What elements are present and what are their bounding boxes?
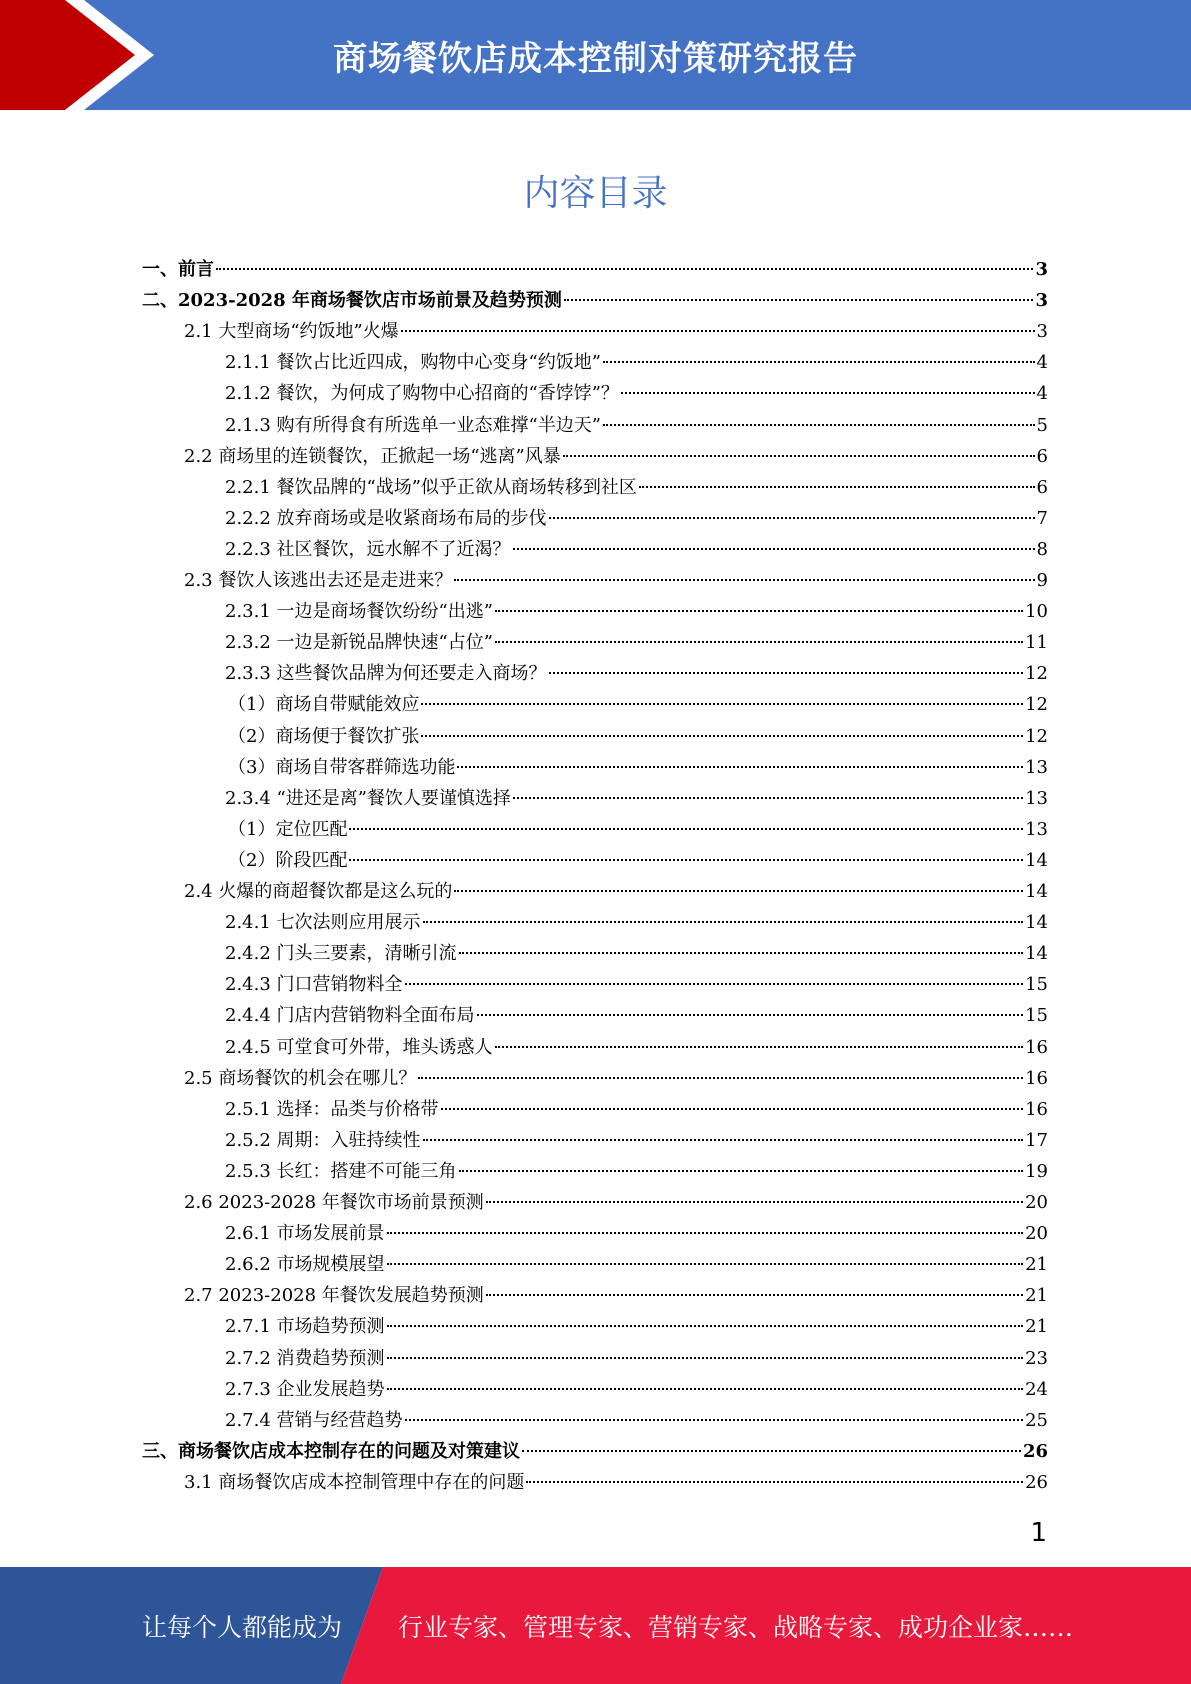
toc-entry-page: 17 — [1025, 1129, 1048, 1151]
toc-entry-page: 24 — [1025, 1378, 1048, 1400]
toc-entry-label: 三、商场餐饮店成本控制存在的问题及对策建议 — [142, 1440, 520, 1462]
toc-dot-leader — [621, 392, 1035, 394]
toc-dot-leader — [522, 1450, 1021, 1452]
toc-dot-leader — [603, 361, 1035, 363]
toc-dot-leader — [418, 1077, 1023, 1079]
toc-entry-page: 25 — [1025, 1409, 1048, 1431]
toc-entry[interactable] — [228, 721, 1048, 752]
toc-entry[interactable] — [228, 814, 1048, 845]
toc-dot-leader — [454, 579, 1034, 581]
toc-entry-label: 一、前言 — [142, 259, 214, 280]
toc-dot-leader — [423, 921, 1024, 923]
toc-dot-leader — [639, 486, 1035, 488]
toc-entry[interactable] — [225, 1374, 1048, 1405]
toc-entry-page: 23 — [1025, 1347, 1048, 1369]
toc-dot-leader — [459, 952, 1024, 954]
toc-entry-page: 13 — [1025, 818, 1048, 840]
toc-entry-page: 14 — [1025, 912, 1048, 934]
toc-dot-leader — [401, 330, 1035, 332]
toc-entry[interactable] — [225, 627, 1048, 658]
toc-entry[interactable] — [184, 1063, 1048, 1094]
toc-entry[interactable] — [225, 1311, 1048, 1342]
toc-entry-label: （1）商场自带赋能效应 — [228, 694, 420, 716]
toc-entry-label: 2.2.3 社区餐饮，远水解不了近渴？ — [225, 538, 511, 560]
toc-entry-page: 12 — [1025, 694, 1048, 716]
toc-entry-page: 26 — [1022, 1440, 1048, 1462]
toc-dot-leader — [441, 1108, 1024, 1110]
toc-dot-leader — [563, 455, 1035, 457]
toc-entry-page: 16 — [1025, 1098, 1048, 1120]
toc-entry[interactable] — [225, 472, 1048, 503]
toc-dot-leader — [387, 1388, 1024, 1390]
toc-dot-leader — [405, 1419, 1024, 1421]
toc-entry[interactable] — [228, 845, 1048, 876]
toc-entry-page: 7 — [1036, 507, 1048, 529]
toc-dot-leader — [421, 735, 1023, 737]
toc-entry-page: 12 — [1025, 663, 1048, 685]
toc-entry-page: 26 — [1025, 1471, 1048, 1493]
toc-entry[interactable] — [225, 410, 1048, 441]
toc-dot-leader — [349, 859, 1023, 861]
toc-entry[interactable] — [225, 1125, 1048, 1156]
toc-entry-label: 2.4.2 门头三要素，清晰引流 — [225, 943, 457, 965]
toc-entry-label: 2.1.1 餐饮占比近四成，购物中心变身“约饭地” — [225, 352, 601, 374]
toc-entry-label: 2.2.1 餐饮品牌的“战场”似乎正欲从商场转移到社区 — [225, 476, 637, 498]
toc-entry-label: 2.4.5 可堂食可外带，堆头诱惑人 — [225, 1036, 493, 1058]
toc-entry-page: 13 — [1025, 756, 1048, 778]
toc-entry-label: 2.4.3 门口营销物料全 — [225, 974, 403, 996]
toc-entry-label: 2.7.2 消费趋势预测 — [225, 1347, 385, 1369]
toc-entry-label: （2）阶段匹配 — [228, 849, 348, 871]
toc-entry[interactable] — [225, 347, 1048, 378]
toc-entry-page: 4 — [1036, 352, 1048, 374]
toc-entry[interactable] — [228, 689, 1048, 720]
toc-entry-label: 2.6.1 市场发展前景 — [225, 1223, 385, 1245]
toc-entry-label: 2.7.4 营销与经营趋势 — [225, 1409, 403, 1431]
toc-entry[interactable] — [225, 1156, 1048, 1187]
footer-slogan-left: 让每个人都能成为 — [142, 1612, 343, 1642]
toc-entry-page: 19 — [1025, 1160, 1048, 1182]
toc-entry-page: 21 — [1025, 1254, 1048, 1276]
toc-entry[interactable] — [225, 907, 1048, 938]
toc-entry-page: 20 — [1025, 1223, 1048, 1245]
toc-entry[interactable] — [225, 1405, 1048, 1436]
toc-dot-leader — [495, 1046, 1024, 1048]
toc-entry-label: 3.1 商场餐饮店成本控制管理中存在的问题 — [184, 1471, 525, 1493]
toc-entry-label: 2.6 2023-2028 年餐饮市场前景预测 — [184, 1192, 484, 1213]
toc-entry-label: 2.1.2 餐饮，为何成了购物中心招商的“香饽饽”？ — [225, 383, 619, 405]
toc-dot-leader — [486, 1201, 1023, 1203]
toc-entry-label: 2.7 2023-2028 年餐饮发展趋势预测 — [184, 1285, 484, 1307]
toc-entry-label: 2.2 商场里的连锁餐饮，正掀起一场“逃离”风暴 — [184, 445, 561, 467]
toc-dot-leader — [421, 703, 1023, 705]
toc-entry[interactable] — [184, 565, 1048, 596]
toc-dot-leader — [459, 1170, 1024, 1172]
toc-entry-page: 12 — [1025, 725, 1048, 747]
toc-entry[interactable] — [142, 254, 1048, 285]
toc-entry[interactable] — [225, 1094, 1048, 1125]
toc-entry-page: 15 — [1025, 974, 1048, 996]
footer-slogan-right: 行业专家、管理专家、营销专家、战略专家、成功企业家…… — [398, 1612, 1074, 1642]
toc-entry[interactable] — [225, 1249, 1048, 1280]
toc-entry[interactable] — [184, 1280, 1048, 1311]
toc-entry-page: 5 — [1036, 414, 1048, 436]
toc-entry-page: 14 — [1025, 943, 1048, 965]
toc-dot-leader — [549, 517, 1035, 519]
toc-entry-page: 6 — [1036, 476, 1048, 498]
toc-dot-leader — [486, 1294, 1023, 1296]
toc-dot-leader — [603, 424, 1035, 426]
toc-entry[interactable] — [225, 378, 1048, 409]
toc-entry-label: 2.3.2 一边是新锐品牌快速“占位” — [225, 632, 493, 654]
toc-dot-leader — [495, 641, 1023, 643]
page-number: 1 — [1030, 1518, 1047, 1548]
toc-entry-page: 10 — [1025, 601, 1048, 623]
toc-entry[interactable] — [184, 316, 1048, 347]
toc-entry-label: 二、2023-2028 年商场餐饮店市场前景及趋势预测 — [142, 290, 562, 312]
toc-entry[interactable] — [184, 1187, 1048, 1218]
toc-entry-label: 2.3.1 一边是商场餐饮纷纷“出逃” — [225, 601, 493, 623]
toc-entry-label: 2.5.2 周期：入驻持续性 — [225, 1129, 421, 1151]
toc-entry-page: 3 — [1035, 259, 1048, 280]
toc-entry-page: 15 — [1025, 1005, 1048, 1027]
toc-entry-page: 13 — [1025, 787, 1048, 809]
toc-dot-leader — [454, 890, 1023, 892]
toc-entry-label: （1）定位匹配 — [228, 818, 348, 840]
toc-heading: 内容目录 — [523, 173, 668, 214]
toc-entry[interactable] — [228, 752, 1048, 783]
toc-dot-leader — [387, 1263, 1024, 1265]
toc-entry[interactable] — [184, 876, 1048, 907]
toc-entry-page: 14 — [1025, 849, 1048, 871]
toc-entry-label: 2.4.1 七次法则应用展示 — [225, 912, 421, 934]
header-arrow-decoration — [0, 0, 160, 110]
toc-dot-leader — [513, 548, 1035, 550]
toc-dot-leader — [457, 766, 1023, 768]
toc-dot-leader — [526, 1481, 1023, 1483]
toc-entry[interactable] — [142, 285, 1048, 316]
toc-dot-leader — [387, 1325, 1024, 1327]
toc-entry[interactable] — [225, 1032, 1048, 1063]
toc-entry-page: 20 — [1025, 1192, 1048, 1213]
toc-entry-label: 2.5.3 长红：搭建不可能三角 — [225, 1160, 457, 1182]
toc-entry-label: （3）商场自带客群筛选功能 — [228, 756, 456, 778]
toc-entry-label: 2.3.3 这些餐饮品牌为何还要走入商场？ — [225, 663, 547, 685]
toc-dot-leader — [387, 1232, 1024, 1234]
toc-entry-label: 2.5.1 选择：品类与价格带 — [225, 1098, 439, 1120]
toc-entry[interactable] — [225, 969, 1048, 1000]
toc-entry-page: 3 — [1036, 321, 1048, 343]
toc-entry[interactable] — [184, 441, 1048, 472]
toc-entry-label: 2.7.1 市场趋势预测 — [225, 1316, 385, 1338]
toc-entry-page: 6 — [1036, 445, 1048, 467]
toc-entry-label: 2.7.3 企业发展趋势 — [225, 1378, 385, 1400]
toc-dot-leader — [423, 1139, 1024, 1141]
toc-entry-label: 2.1.3 购有所得食有所选单一业态难撑“半边天” — [225, 414, 601, 436]
toc-entry-page: 4 — [1036, 383, 1048, 405]
toc-entry-page: 16 — [1025, 1067, 1048, 1089]
toc-dot-leader — [349, 828, 1023, 830]
toc-entry-page: 11 — [1025, 632, 1048, 654]
toc-entry[interactable] — [184, 1467, 1048, 1498]
toc-entry-label: （2）商场便于餐饮扩张 — [228, 725, 420, 747]
toc-entry[interactable] — [225, 1218, 1048, 1249]
toc-entry-label: 2.1 大型商场“约饭地”火爆 — [184, 321, 399, 343]
toc-dot-leader — [549, 672, 1024, 674]
toc-dot-leader — [495, 610, 1023, 612]
toc-entry-page: 21 — [1025, 1285, 1048, 1307]
toc-entry-label: 2.3 餐饮人该逃出去还是走进来？ — [184, 570, 453, 591]
toc-entry-page: 14 — [1025, 881, 1048, 902]
toc-dot-leader — [477, 1014, 1024, 1016]
toc-entry-page: 21 — [1025, 1316, 1048, 1338]
toc-entry[interactable] — [225, 596, 1048, 627]
toc-entry[interactable] — [225, 658, 1048, 689]
toc-entry[interactable] — [225, 534, 1048, 565]
toc-entry-label: 2.5 商场餐饮的机会在哪儿？ — [184, 1067, 417, 1089]
toc-entry-page: 8 — [1036, 538, 1048, 560]
toc-entry-label: 2.4 火爆的商超餐饮都是这么玩的 — [184, 881, 453, 902]
header-red-arrow — [0, 0, 135, 110]
toc-dot-leader — [564, 299, 1034, 301]
toc-entry-page: 9 — [1036, 570, 1048, 591]
toc-entry[interactable] — [225, 938, 1048, 969]
toc-entry[interactable] — [225, 503, 1048, 534]
toc-dot-leader — [405, 983, 1024, 985]
toc-entry[interactable] — [225, 783, 1048, 814]
toc-entry-label: 2.4.4 门店内营销物料全面布局 — [225, 1005, 475, 1027]
toc-dot-leader — [513, 797, 1023, 799]
toc-entry-label: 2.3.4 “进还是离”餐饮人要谨慎选择 — [225, 787, 511, 809]
page-footer — [0, 1567, 1191, 1684]
toc-entry[interactable] — [225, 1000, 1048, 1031]
toc-entry-page: 3 — [1035, 290, 1048, 312]
document-title: 商场餐饮店成本控制对策研究报告 — [333, 38, 858, 79]
toc-dot-leader — [216, 268, 1033, 270]
toc-dot-leader — [387, 1357, 1024, 1359]
page-header — [0, 0, 1191, 110]
toc-entry-page: 16 — [1025, 1036, 1048, 1058]
toc-entry[interactable] — [142, 1436, 1048, 1467]
toc-entry-label: 2.2.2 放弃商场或是收紧商场布局的步伐 — [225, 507, 547, 529]
toc-entry-label: 2.6.2 市场规模展望 — [225, 1254, 385, 1276]
toc-entry[interactable] — [225, 1343, 1048, 1374]
